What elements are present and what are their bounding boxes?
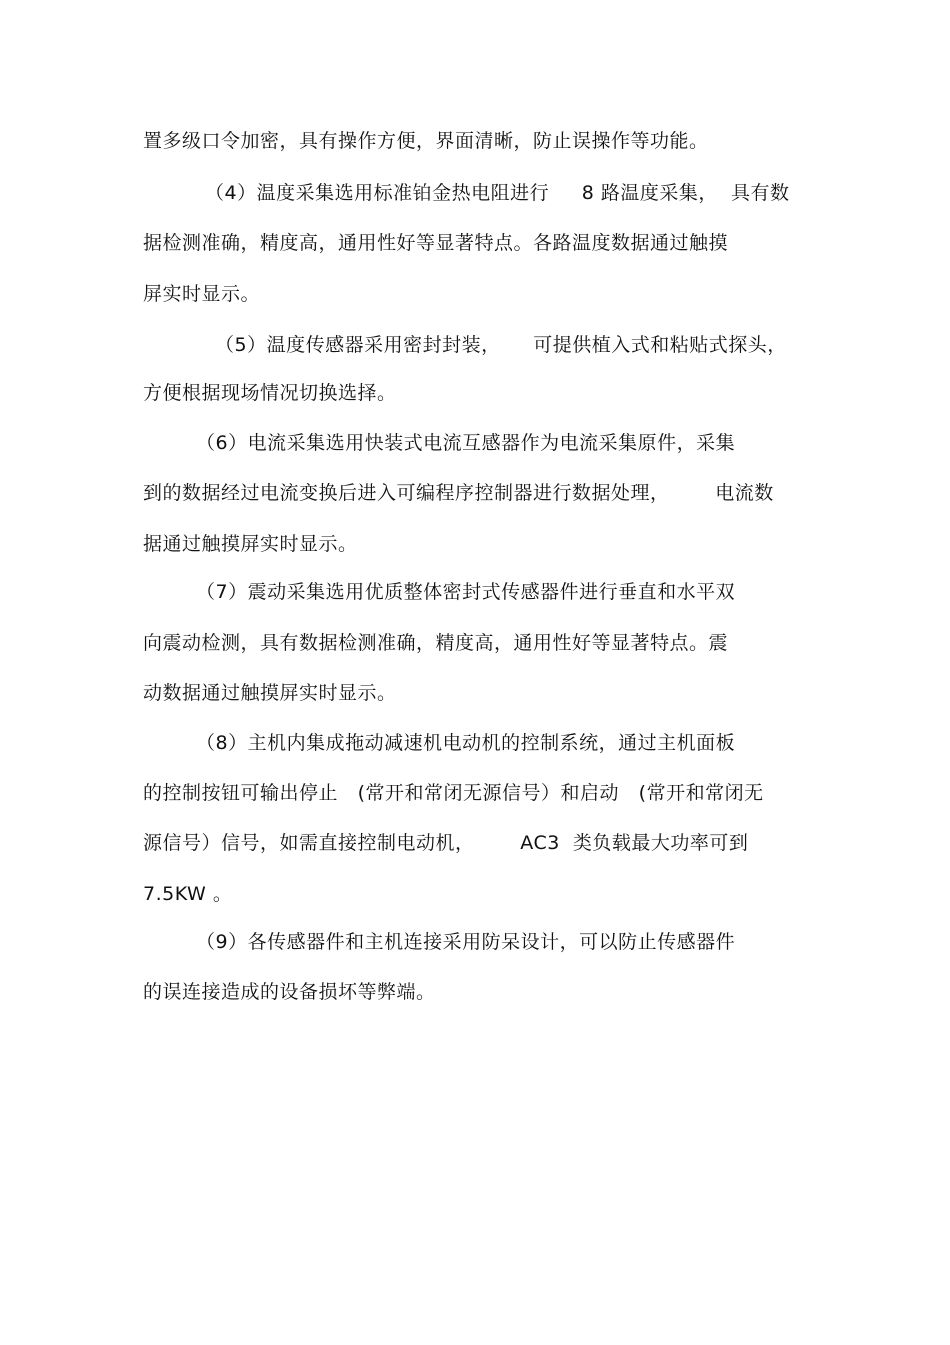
paragraph-line: （9）各传感器件和主机连接采用防呆设计，可以防止传感器件 [196, 931, 736, 953]
paragraph-line: 据检测准确，精度高，通用性好等显著特点。各路温度数据通过触摸 [143, 232, 729, 254]
paragraph-line: 置多级口令加密，具有操作方便，界面清晰，防止误操作等功能。 [143, 130, 709, 152]
paragraph-line: 据通过触摸屏实时显示。 [143, 533, 358, 555]
paragraph-line: 的控制按钮可输出停止 (常开和常闭无源信号）和启动 (常开和常闭无 [143, 782, 764, 804]
paragraph-line: 源信号）信号，如需直接控制电动机， AC3 类负载最大功率可到 [143, 832, 749, 854]
paragraph-line: （4）温度采集选用标准铂金热电阻进行 8 路温度采集， 具有数 [205, 182, 790, 204]
paragraph-line: 的误连接造成的设备损坏等弊端。 [143, 981, 436, 1003]
paragraph-line: 方便根据现场情况切换选择。 [143, 382, 397, 404]
paragraph-line: 到的数据经过电流变换后进入可编程序控制器进行数据处理， 电流数 [143, 482, 774, 504]
paragraph-line: 7.5KW 。 [143, 883, 233, 905]
paragraph-line: （5）温度传感器采用密封封装， 可提供植入式和粘贴式探头， [215, 334, 787, 356]
paragraph-line: 屏实时显示。 [143, 283, 261, 305]
paragraph-line: （6）电流采集选用快装式电流互感器作为电流采集原件，采集 [196, 432, 736, 454]
paragraph-line: 动数据通过触摸屏实时显示。 [143, 682, 397, 704]
paragraph-line: （8）主机内集成拖动减速机电动机的控制系统，通过主机面板 [196, 732, 736, 754]
paragraph-line: 向震动检测，具有数据检测准确，精度高，通用性好等显著特点。震 [143, 632, 729, 654]
paragraph-line: （7）震动采集选用优质整体密封式传感器件进行垂直和水平双 [196, 581, 736, 603]
